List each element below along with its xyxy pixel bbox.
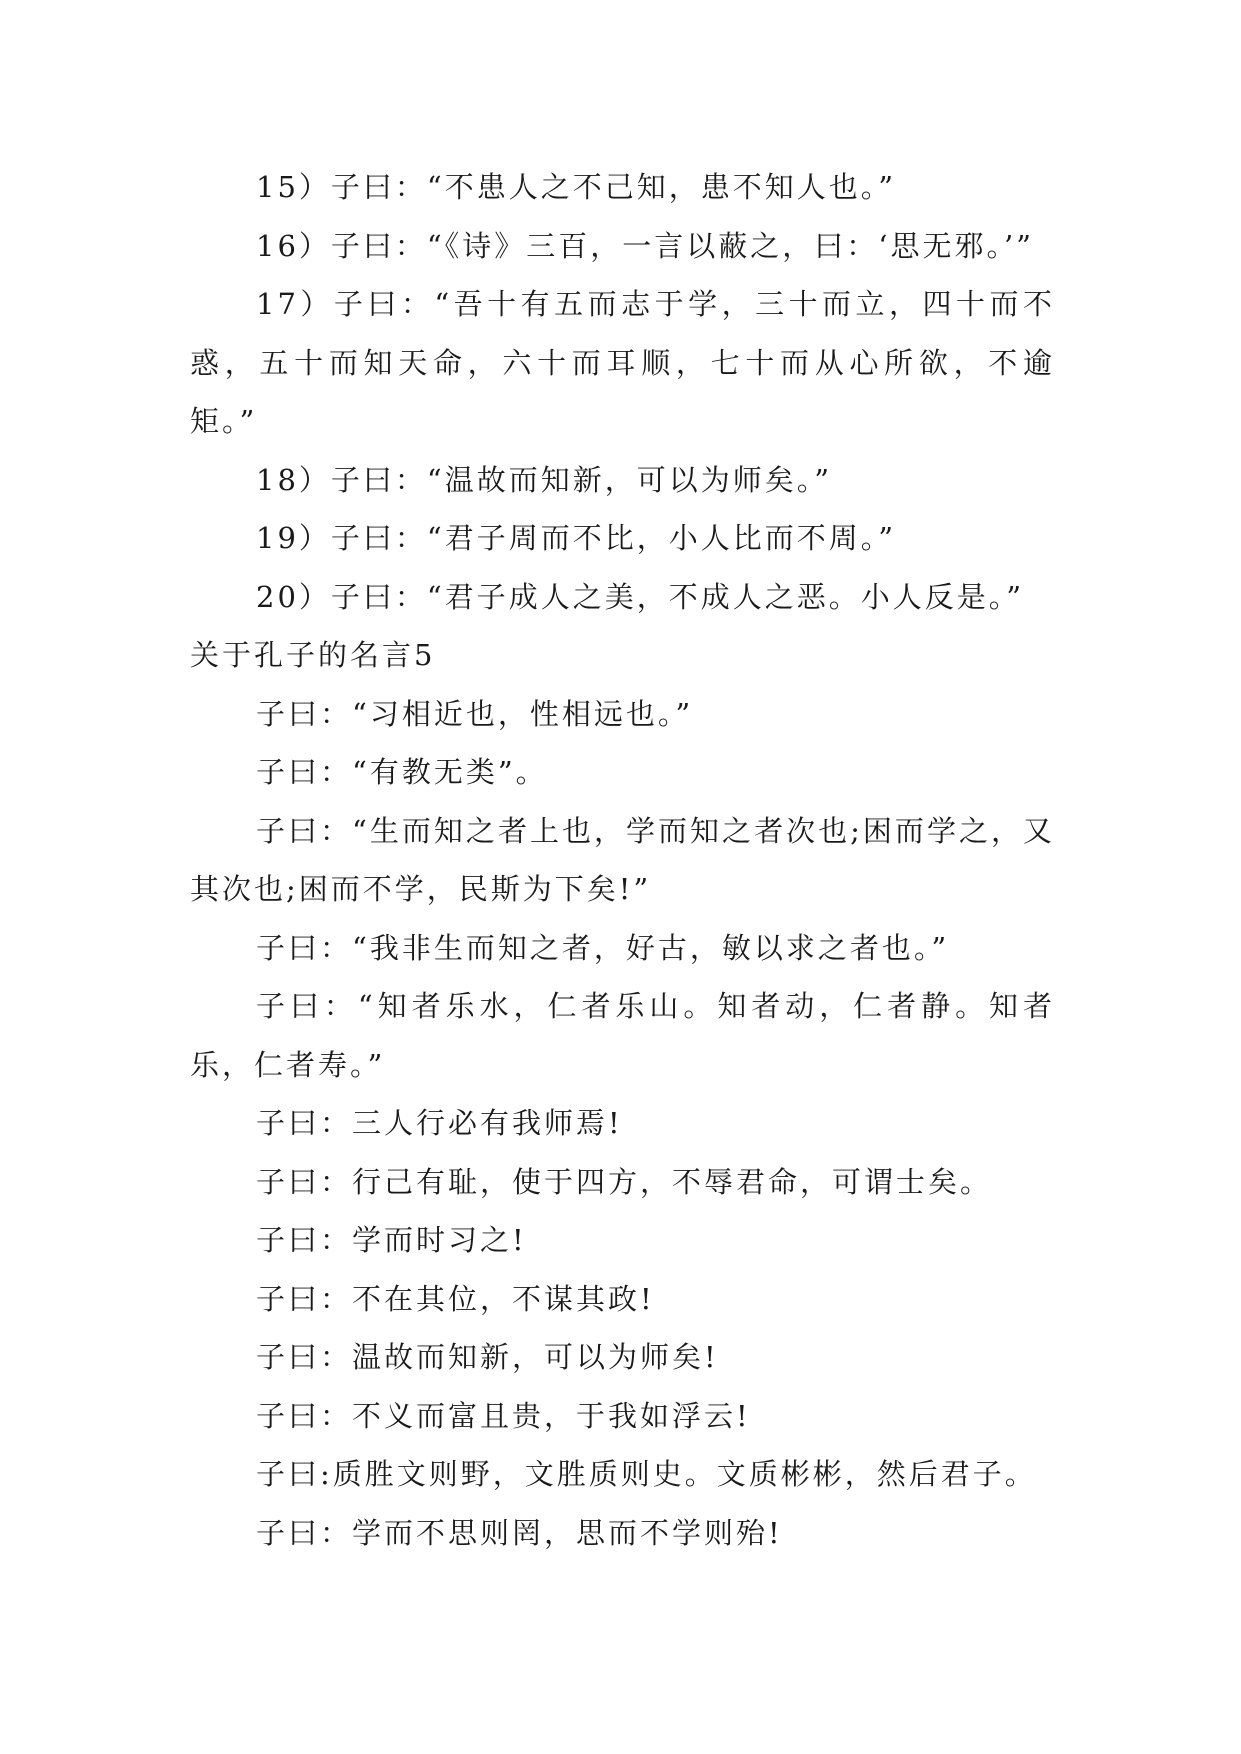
section-heading: 关于孔子的名言5 — [190, 638, 436, 672]
quote-paragraph: 17）子曰：“吾十有五而志于学，三十而立，四十而不惑，五十而知天命，六十而耳顺，七十而从心所欲，不逾矩。” — [190, 287, 1055, 438]
quote-paragraph: 子曰：“习相近也，性相远也。” — [256, 696, 694, 731]
quote-paragraph: 子曰：不义而富且贵，于我如浮云! — [256, 1398, 751, 1433]
quote-paragraph: 20）子曰：“君子成人之美，不成人之恶。小人反是。” — [256, 579, 1025, 614]
quote-paragraph: 19）子曰：“君子周而不比，小人比而不周。” — [256, 521, 897, 555]
quote-paragraph: 16）子曰：“《诗》三百，一言以蔽之，曰：‘思无邪。’” — [256, 228, 1034, 263]
quote-paragraph: 15）子曰：“不患人之不己知，患不知人也。” — [256, 170, 897, 204]
quote-paragraph: 子曰：学而不思则罔，思而不学则殆! — [256, 1515, 783, 1550]
quote-paragraph: 子曰：不在其位，不谋其政! — [256, 1281, 655, 1316]
quote-paragraph: 子曰：行己有耻，使于四方，不辱君命，可谓士矣。 — [256, 1164, 993, 1199]
quote-paragraph: 子曰：“我非生而知之者，好古，敏以求之者也。” — [256, 930, 950, 965]
document-body — [190, 158, 1055, 1562]
quote-paragraph: 子曰:质胜文则野，文胜质则史。文质彬彬，然后君子。 — [256, 1457, 1037, 1491]
quote-paragraph: 18）子曰：“温故而知新，可以为师矣。” — [256, 462, 833, 497]
quote-paragraph: 子曰：“有教无类”。 — [256, 755, 548, 789]
quote-paragraph: 子曰：“生而知之者上也，学而知之者次也;困而学之，又其次也;困而不学，民斯为下矣!” — [190, 813, 1055, 906]
quote-paragraph: 子曰：三人行必有我师焉! — [256, 1106, 623, 1140]
quote-paragraph: 子曰：温故而知新，可以为师矣! — [256, 1340, 719, 1374]
quote-paragraph: 子曰：学而时习之! — [256, 1223, 527, 1257]
quote-paragraph: 子曰：“知者乐水，仁者乐山。知者动，仁者静。知者乐，仁者寿。” — [190, 989, 1055, 1082]
